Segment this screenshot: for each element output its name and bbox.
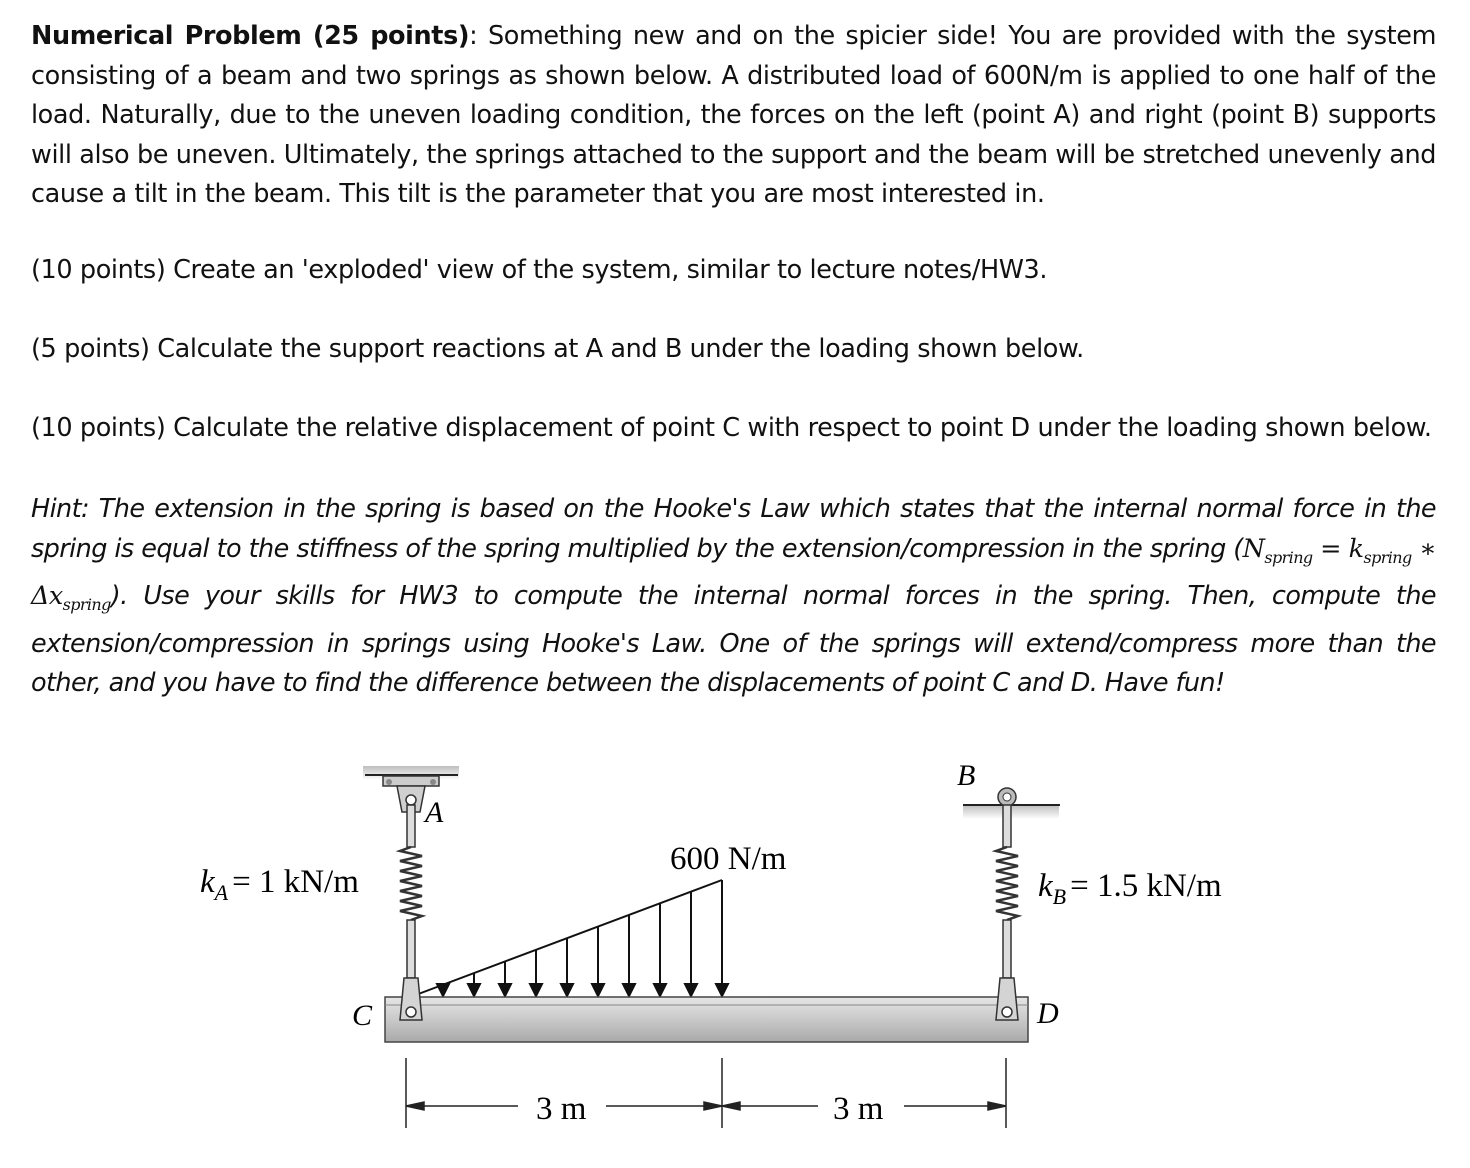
label-B: B bbox=[957, 759, 976, 792]
label-D: D bbox=[1037, 997, 1059, 1030]
bracket-C bbox=[400, 978, 422, 1020]
dimension-left: 3 m bbox=[536, 1091, 587, 1127]
task-support-reactions: (5 points) Calculate the support reactions at A and B under the loading shown below. bbox=[31, 334, 1084, 364]
distributed-load bbox=[413, 880, 728, 996]
spring-B-stiffness: $k_B = 1.5$ kN/m bbox=[1038, 868, 1222, 909]
label-A: A bbox=[425, 796, 444, 829]
problem-intro: : Something new and on the spicier side! You are provided with the system consisting of a beam and two springs as shown below. A distributed load of 600N/m is applied to one half of the load. Naturally, due to the uneven loading condition, the forces on the left (point A) and right (point B) supports will also be uneven. Ultimately, the springs attached to the support and the beam will be stretched unevenly and cause a tilt in the beam. This tilt is the parameter that you are most interested in. bbox=[31, 21, 1437, 209]
label-C: C bbox=[352, 999, 373, 1032]
beam bbox=[385, 997, 1028, 1042]
bracket-D bbox=[996, 978, 1018, 1020]
spring-B bbox=[996, 805, 1018, 978]
task-exploded-view: (10 points) Create an 'exploded' view of the system, similar to lecture notes/HW3. bbox=[31, 255, 1048, 285]
problem-heading: Numerical Problem (25 points) bbox=[31, 21, 470, 51]
load-arrows bbox=[437, 892, 728, 996]
hint-text-after: ). Use your skills for HW3 to compute the internal normal forces in the spring. Then, compute the extension/compression in springs using Hooke's Law. One of the springs will extend/compress more than the other, and you have to find the difference between the displacements of point C and D. Have fun! bbox=[31, 581, 1436, 699]
hint-text-before: Hint: The extension in the spring is based on the Hooke's Law which states that the internal normal force in the spring is equal to the stiffness of the spring multiplied by the extension/compression in the spring ( bbox=[31, 494, 1436, 564]
load-magnitude: 600 N/m bbox=[670, 841, 787, 877]
spring-A-stiffness: $k_A = 1$ kN/m bbox=[200, 864, 359, 905]
dimension-right: 3 m bbox=[833, 1091, 884, 1127]
hooke-equation: $N_{spring} = k_{spring}$ ∗ $\Delta x_{spring}$ bbox=[31, 533, 1436, 615]
dimension-lines bbox=[406, 1058, 1006, 1128]
spring-A bbox=[400, 805, 422, 978]
task-relative-displacement: (10 points) Calculate the relative displacement of point C with respect to point D under the loading shown below. bbox=[31, 413, 1432, 443]
